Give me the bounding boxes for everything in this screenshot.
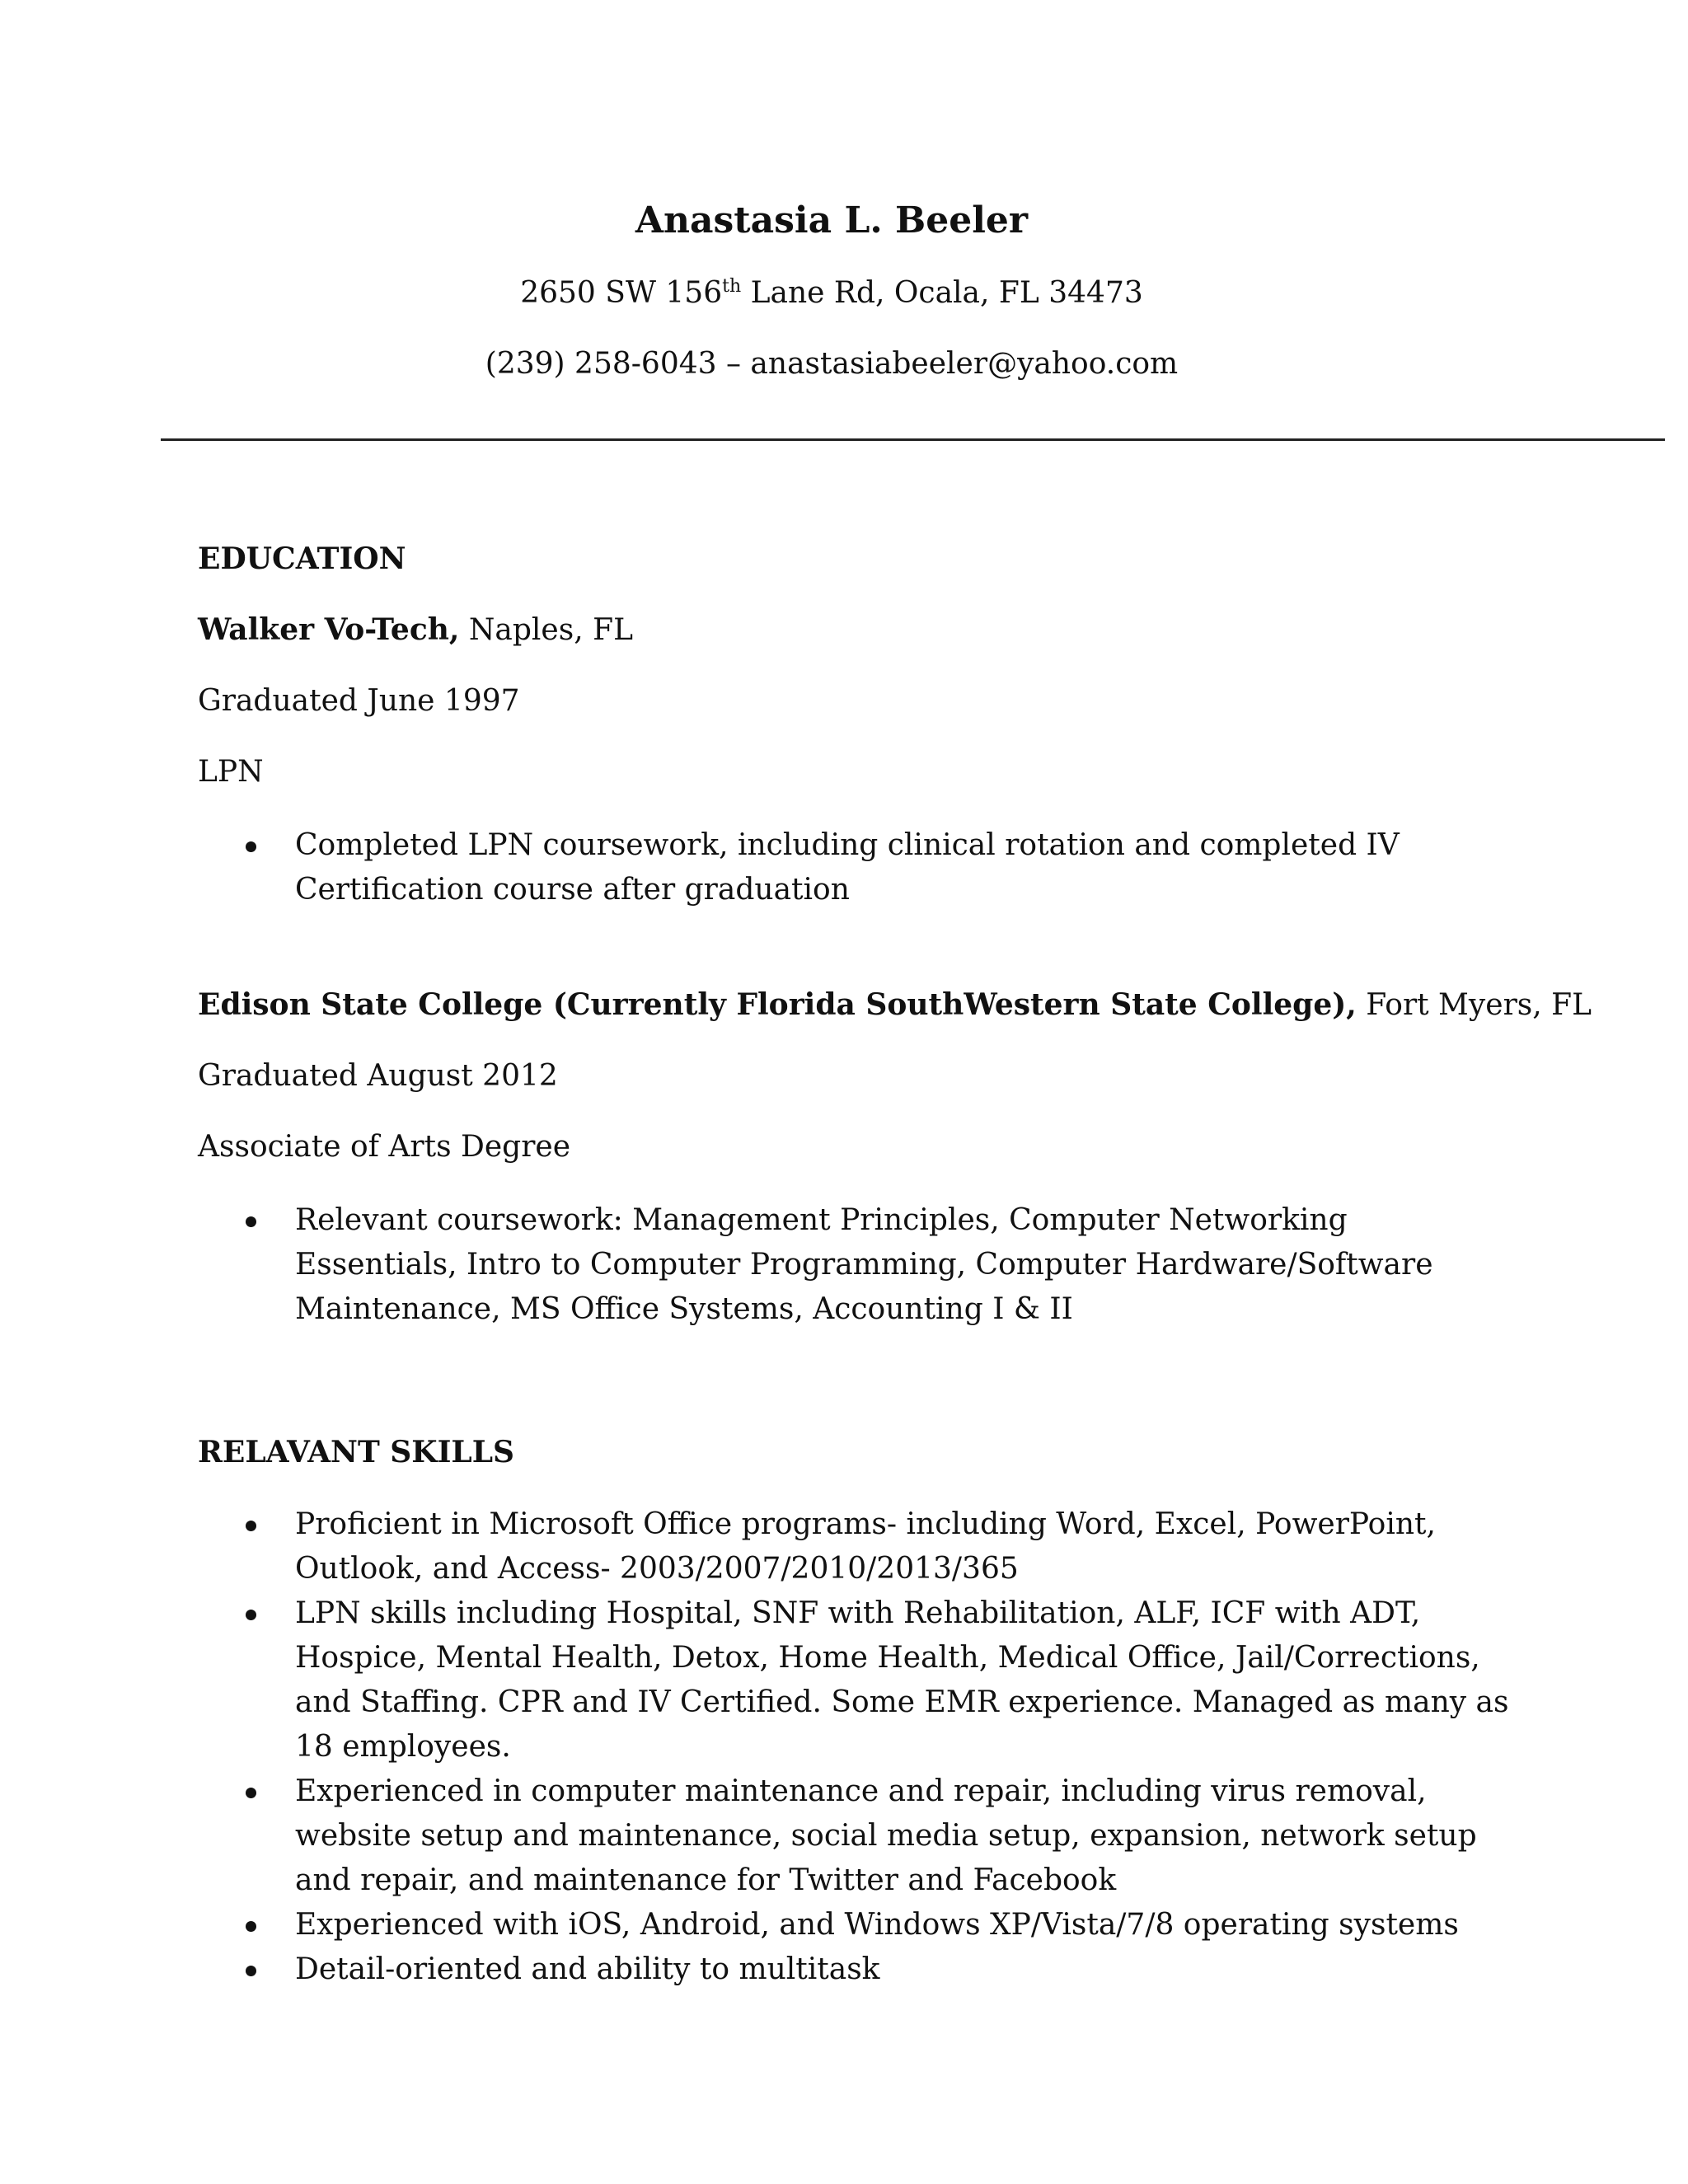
school-1-name: Walker Vo-Tech, <box>198 612 460 647</box>
school-1-bullets <box>198 823 1517 912</box>
address-street: 2650 SW 156 <box>520 276 723 310</box>
list-item <box>198 1769 1517 1903</box>
bullet-icon <box>246 1216 256 1227</box>
bullet-icon <box>246 841 256 852</box>
address-line <box>0 273 1663 314</box>
applicant-name: Anastasia L. Beeler <box>635 199 1029 241</box>
skills-list <box>198 1502 1517 1992</box>
bullet-icon <box>246 1610 256 1620</box>
school-2-name: Edison State College (Currently Florida SouthWestern State College), <box>198 987 1357 1022</box>
skill-text: LPN skills including Hospital, SNF with Rehabilitation, ALF, ICF with ADT, Hospice, Mental Health, Detox, Home Health, Medical Office, Jail/Corrections, and Staffing. CPR and IV Certified. Some EMR experience. Managed as many as 18 employees. <box>295 1596 1509 1764</box>
address-ordinal-suffix: th <box>722 276 742 297</box>
school-2-name-line <box>198 984 1592 1026</box>
skill-text: Experienced with iOS, Android, and Windows XP/Vista/7/8 operating systems <box>295 1908 1459 1942</box>
address-city-state-zip: Lane Rd, Ocala, FL 34473 <box>741 276 1143 310</box>
bullet-icon <box>246 1966 256 1976</box>
list-item <box>198 1502 1517 1591</box>
bullet-text: Completed LPN coursework, including clinical rotation and completed IV Certification course after graduation <box>295 828 1400 907</box>
skills-heading: RELAVANT SKILLS <box>198 1435 515 1469</box>
bullet-icon <box>246 1788 256 1798</box>
school-1-credential: LPN <box>198 755 264 789</box>
header-divider <box>161 438 1665 441</box>
school-2-graduated: Graduated August 2012 <box>198 1059 558 1093</box>
list-item <box>198 1947 1517 1992</box>
skill-text: Detail-oriented and ability to multitask <box>295 1952 880 1986</box>
phone-email-line: (239) 258-6043 – anastasiabeeler@yahoo.com <box>485 347 1179 381</box>
school-2-credential: Associate of Arts Degree <box>198 1130 571 1164</box>
education-heading: EDUCATION <box>198 541 406 576</box>
skill-text: Proficient in Microsoft Office programs- including Word, Excel, PowerPoint, Outlook, and Access- 2003/2007/2010/2013/365 <box>295 1507 1436 1586</box>
list-item <box>198 1591 1517 1769</box>
school-2-bullets <box>198 1198 1517 1332</box>
skill-text: Experienced in computer maintenance and repair, including virus removal, website setup and maintenance, social media setup, expansion, network setup and repair, and maintenance for Twitter and Facebook <box>295 1774 1477 1897</box>
list-item <box>198 1198 1517 1332</box>
school-1-name-line <box>198 609 633 651</box>
school-1-location: Naples, FL <box>459 613 633 647</box>
list-item <box>198 823 1517 912</box>
bullet-icon <box>246 1921 256 1932</box>
school-1-graduated: Graduated June 1997 <box>198 684 520 718</box>
list-item <box>198 1903 1517 1947</box>
school-2-location: Fort Myers, FL <box>1356 988 1592 1022</box>
bullet-icon <box>246 1521 256 1531</box>
bullet-text: Relevant coursework: Management Principles, Computer Networking Essentials, Intro to Computer Programming, Computer Hardware/Software Maintenance, MS Office Systems, Accounting I & II <box>295 1203 1433 1326</box>
